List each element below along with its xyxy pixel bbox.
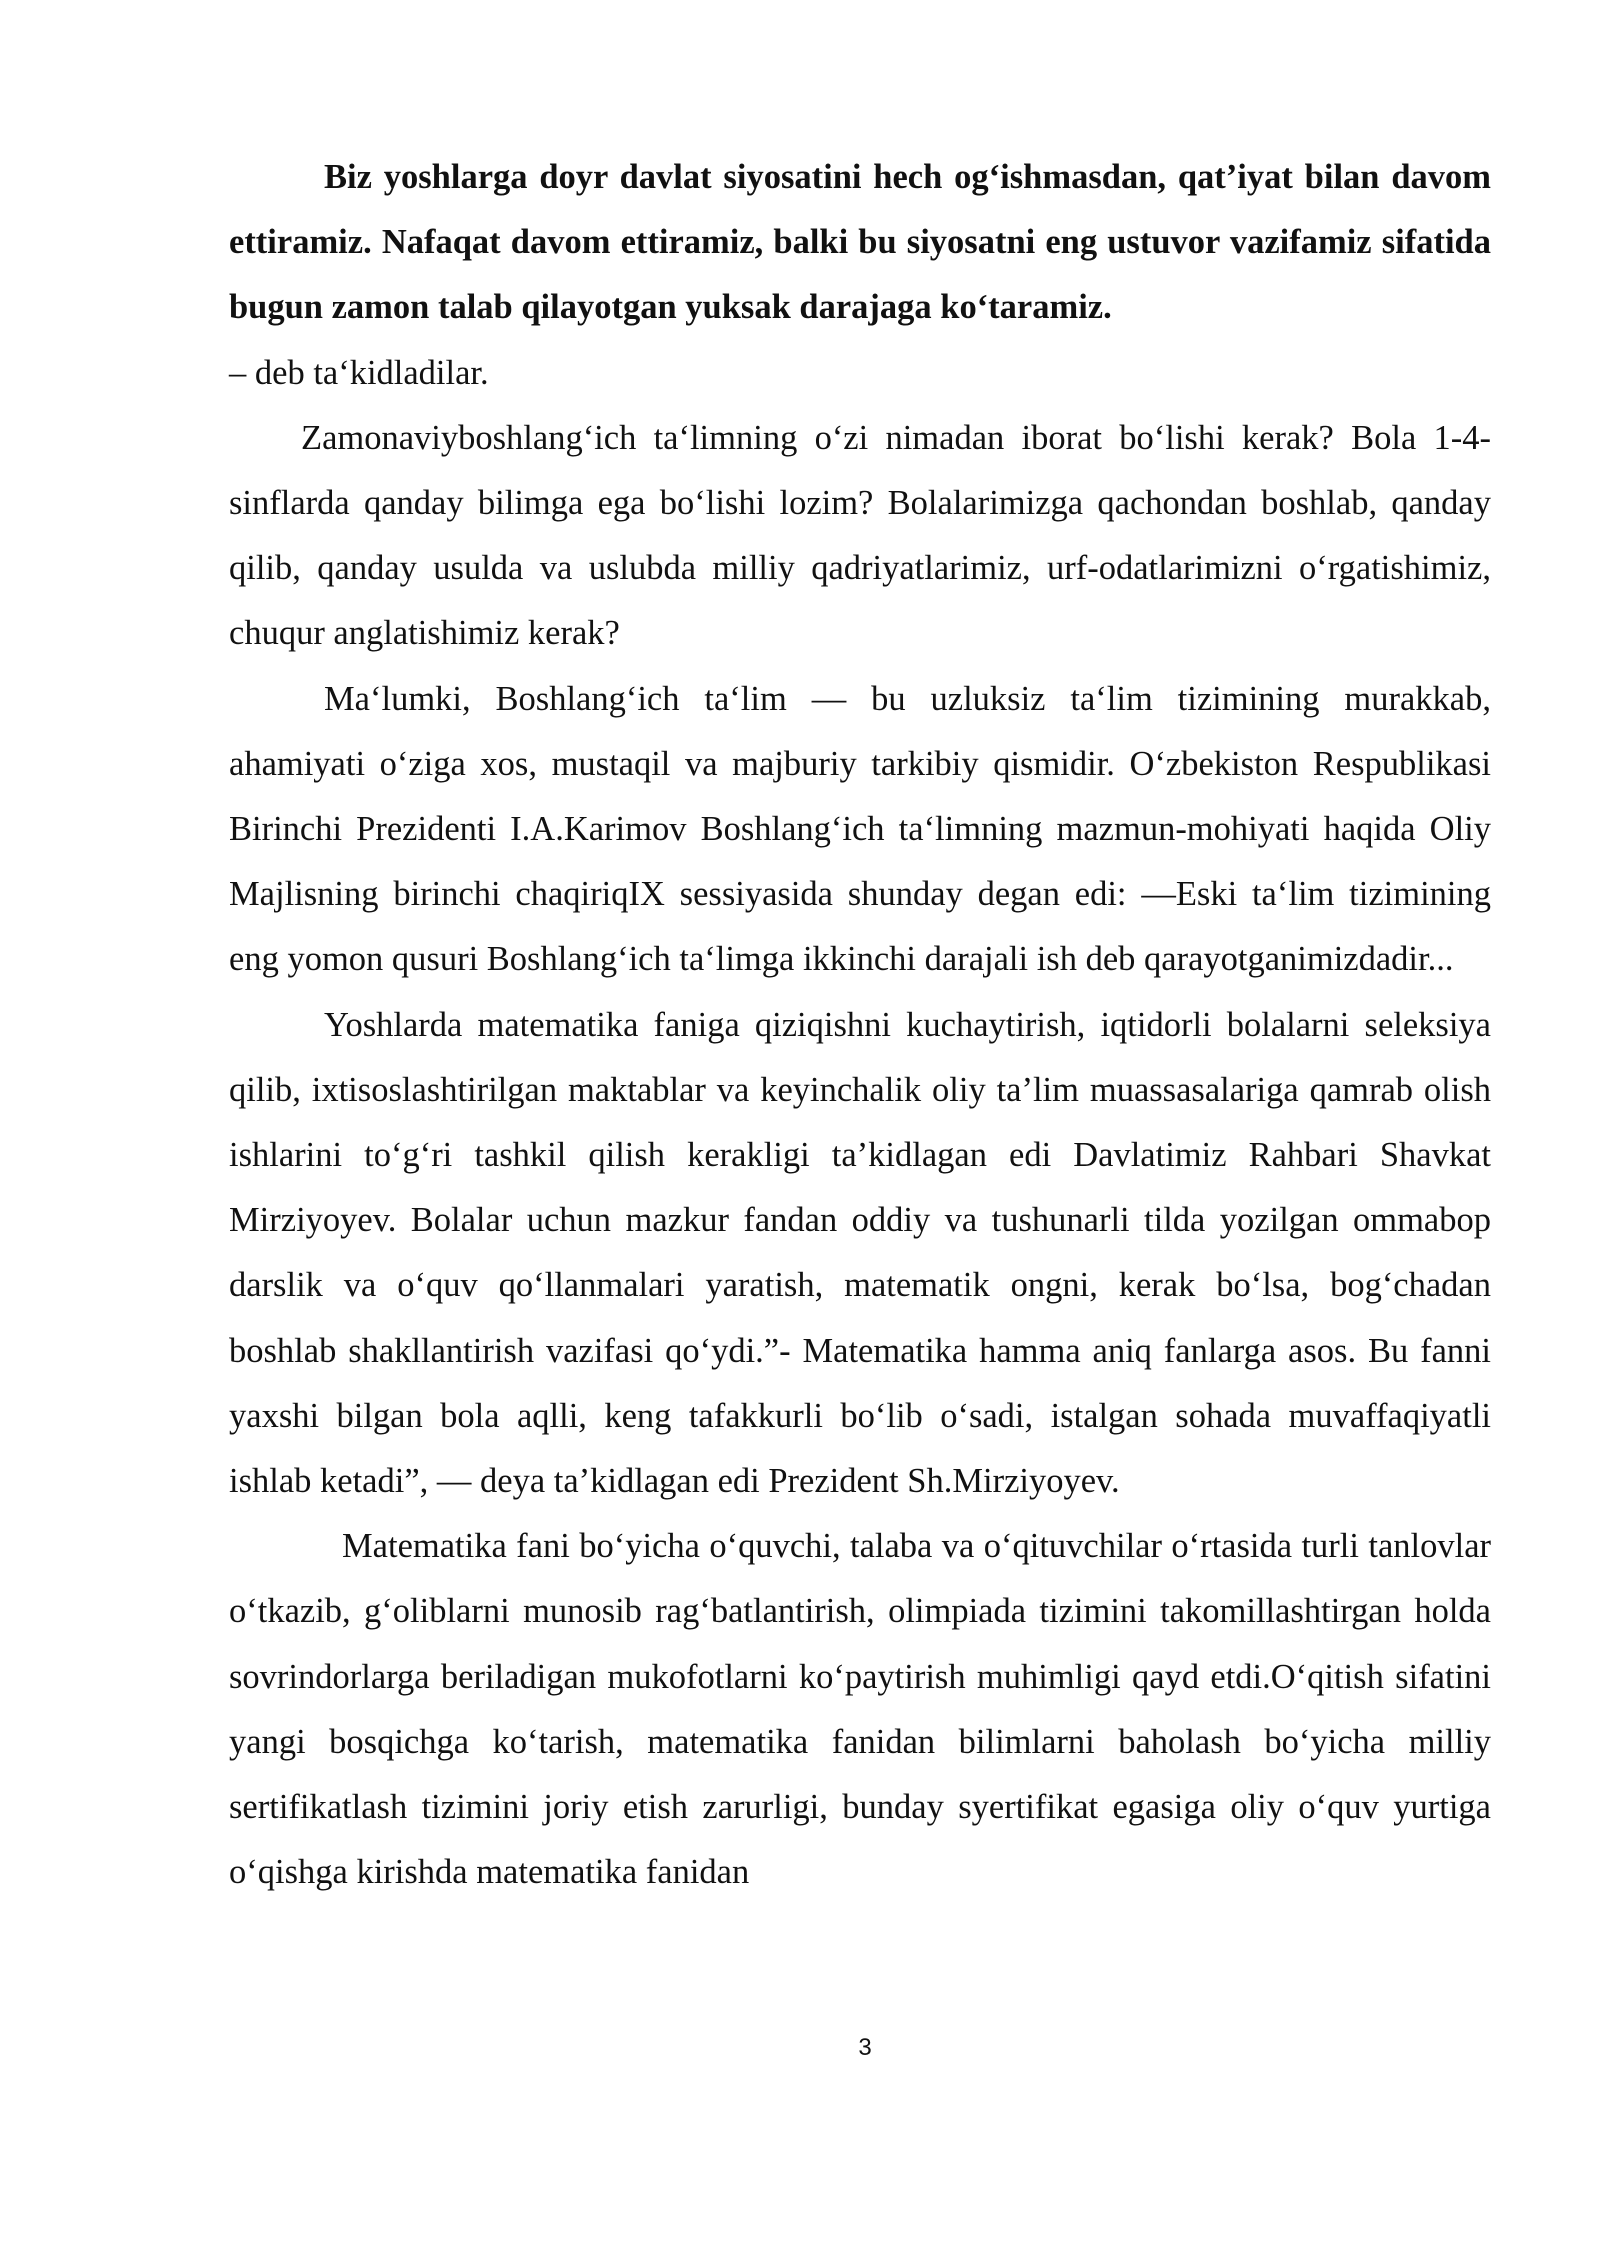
paragraph-mathematics-competitions: Matematika fani bo‘yicha o‘quvchi, talaba va o‘qituvchilar o‘rtasida turli tanlovlar o‘tkazib, g‘oliblarni munosib rag‘batlantirish, olimpiada tizimini takomillashtirgan holda sovrindorlarga beriladigan mukofotlarni ko‘paytirish muhimligi qayd etdi.O‘qitish sifatini yangi bosqichga ko‘tarish, matematika fanidan bilimlarni baholash bo‘yicha milliy sertifikatlash tizimini joriy etish zarurligi, bunday syertifikat egasiga oliy o‘quv yurtiga o‘qishga kirishda matematika fanidan	[229, 1527, 1491, 1892]
page-number: 3	[858, 2034, 872, 2061]
quote-bold-text: Biz yoshlarga doyr davlat siyosatini hech og‘ishmasdan, qat’iyat bilan davom ettiramiz. Nafaqat davom ettiramiz, balki bu siyosatni eng ustuvor vazifamiz sifatida bugun zamon talab qilayotgan yuksak darajaga ko‘taramiz.	[229, 158, 1491, 327]
paragraph-primary-education-definition: Ma‘lumki, Boshlang‘ich ta‘lim — bu uzluksiz ta‘lim tizimining murakkab, ahamiyati o‘ziga xos, mustaqil va majburiy tarkibiy qismidir. O‘zbekiston Respublikasi Birinchi Prezidenti I.A.Karimov Boshlang‘ich ta‘limning mazmun-mohiyati haqida Oliy Majlisning birinchi chaqiriqIX sessiyasida shunday degan edi: ―Eski ta‘lim tizimining eng yomon qusuri Boshlang‘ich ta‘limga ikkinchi darajali ish deb qarayotganimizdadir...	[229, 679, 1491, 979]
paragraph-quote	[229, 145, 1491, 406]
paragraph-mathematics-interest: Yoshlarda matematika faniga qiziqishni kuchaytirish, iqtidorli bolalarni seleksiya qilib, ixtisoslashtirilgan maktablar va keyinchalik oliy ta’lim muassasalariga qamrab olish ishlarini to‘g‘ri tashkil qilish kerakligi ta’kidlagan edi Davlatimiz Rahbari Shavkat Mirziyoyev. Bolalar uchun mazkur fandan oddiy va tushunarli tilda yozilgan ommabop darslik va o‘quv qo‘llanmalari yaratish, matematik ongni, kerak bo‘lsa, bog‘chadan boshlab shakllantirish vazifasi qo‘ydi.”- Matematika hamma aniq fanlarga asos. Bu fanni yaxshi bilgan bola aqlli, keng tafakkurli bo‘lib o‘sadi, istalgan sohada muvaffaqiyatli ishlab ketadi”, — deya ta’kidlagan edi Prezident Sh.Mirziyoyev.	[229, 1005, 1491, 1501]
paragraph-primary-education-questions: Zamonaviyboshlang‘ich ta‘limning o‘zi nimadan iborat bo‘lishi kerak? Bola 1-4-sinflarda qanday bilimga ega bo‘lishi lozim? Bolalarimizga qachondan boshlab, qanday qilib, qanday usulda va uslubda milliy qadriyatlarimiz, urf-odatlarimizni o‘rgatishimiz, chuqur anglatishimiz kerak?	[229, 418, 1491, 653]
document-page	[229, 145, 1491, 1905]
quote-attribution: – deb ta‘kidladilar.	[229, 353, 489, 392]
